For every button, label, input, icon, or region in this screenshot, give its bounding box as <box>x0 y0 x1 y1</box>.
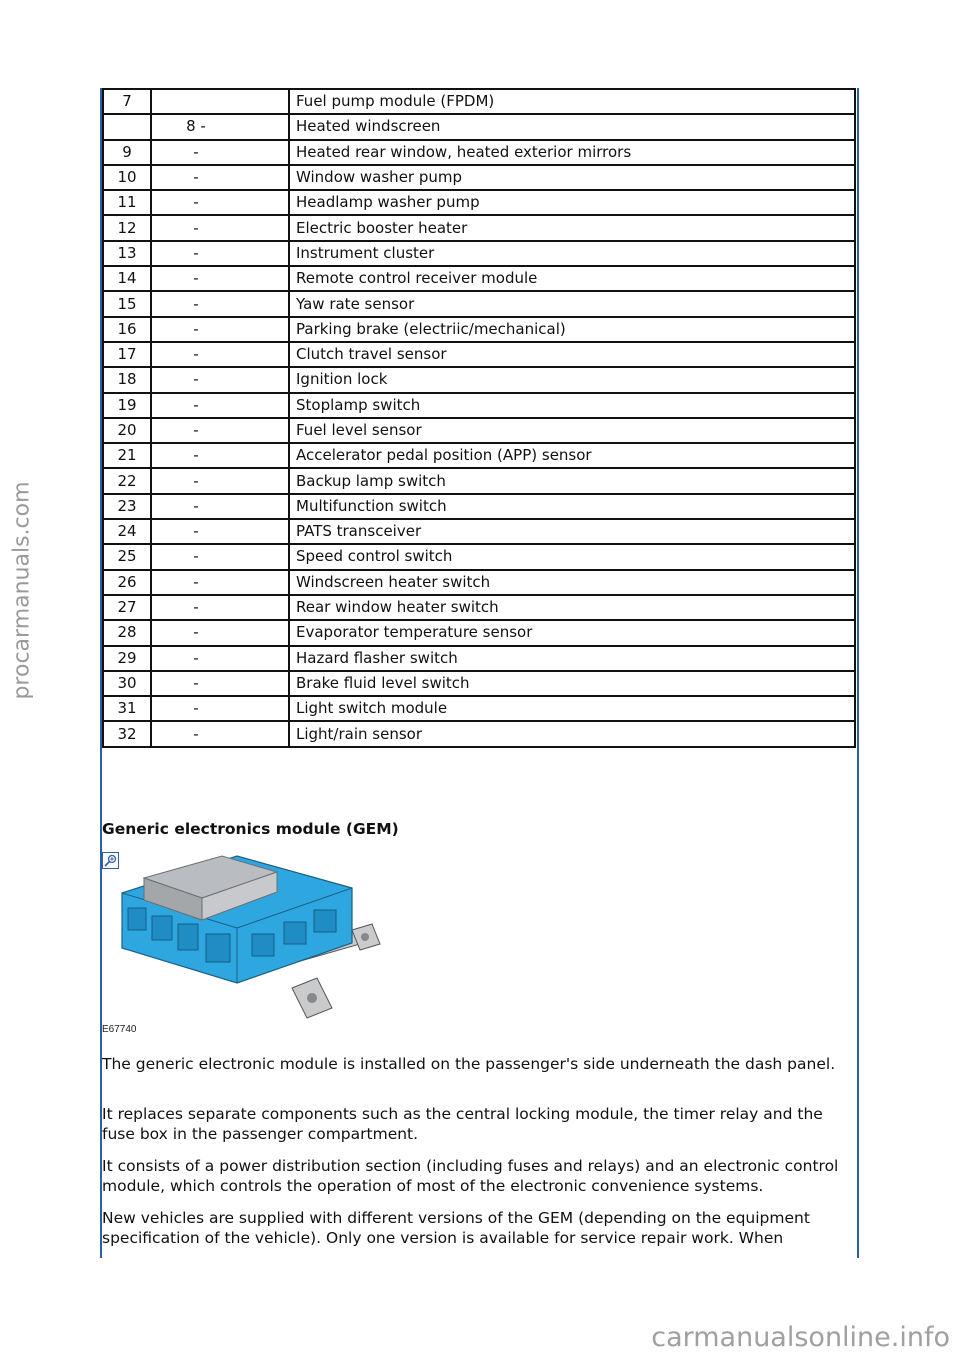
table-row <box>103 671 855 696</box>
row-description: Headlamp washer pump <box>289 190 855 215</box>
row-description: Brake fluid level switch <box>289 671 855 696</box>
table-row <box>103 418 855 443</box>
row-description: Yaw rate sensor <box>289 291 855 316</box>
row-description: Parking brake (electriic/mechanical) <box>289 317 855 342</box>
row-dash: - <box>151 671 289 696</box>
side-watermark: procarmanuals.com <box>9 480 35 700</box>
row-dash: - <box>151 494 289 519</box>
row-description: Speed control switch <box>289 544 855 569</box>
row-number: 24 <box>103 519 151 544</box>
row-number: 30 <box>103 671 151 696</box>
row-number: 26 <box>103 570 151 595</box>
table-row <box>103 215 855 240</box>
row-description: Remote control receiver module <box>289 266 855 291</box>
row-number: 23 <box>103 494 151 519</box>
row-dash: - <box>151 544 289 569</box>
table-row <box>103 393 855 418</box>
table-row <box>103 342 855 367</box>
table-row <box>103 646 855 671</box>
row-number: 11 <box>103 190 151 215</box>
table-row <box>103 367 855 392</box>
row-description: Heated windscreen <box>289 114 855 139</box>
row-description: PATS transceiver <box>289 519 855 544</box>
row-dash: 8 - <box>151 114 289 139</box>
row-description: Instrument cluster <box>289 241 855 266</box>
gem-module-illustration <box>102 848 392 1038</box>
table-row <box>103 696 855 721</box>
row-dash: - <box>151 165 289 190</box>
row-number: 15 <box>103 291 151 316</box>
row-description: Light/rain sensor <box>289 721 855 746</box>
row-dash: - <box>151 266 289 291</box>
row-dash: - <box>151 519 289 544</box>
row-number: 25 <box>103 544 151 569</box>
row-dash: - <box>151 241 289 266</box>
table-row <box>103 595 855 620</box>
row-dash: - <box>151 418 289 443</box>
paragraph-1: The generic electronic module is installed on the passenger's side underneath the dash panel. <box>102 1055 836 1073</box>
row-description: Multifunction switch <box>289 494 855 519</box>
right-margin-rule <box>857 88 859 1258</box>
row-number: 19 <box>103 393 151 418</box>
table-row <box>103 140 855 165</box>
row-description: Fuel level sensor <box>289 418 855 443</box>
row-description: Stoplamp switch <box>289 393 855 418</box>
row-description: Backup lamp switch <box>289 468 855 493</box>
figure-label: E67740 <box>102 1024 137 1035</box>
table-row <box>103 620 855 645</box>
row-number <box>103 114 151 139</box>
table-row <box>103 89 855 114</box>
row-description: Hazard flasher switch <box>289 646 855 671</box>
row-number: 21 <box>103 443 151 468</box>
paragraph-4: New vehicles are supplied with different versions of the GEM (depending on the equipment specification of the vehicle). Only one version is available for service repair work. When <box>102 1209 810 1247</box>
row-number: 13 <box>103 241 151 266</box>
table-row <box>103 190 855 215</box>
row-description: Ignition lock <box>289 367 855 392</box>
row-number: 28 <box>103 620 151 645</box>
row-description: Electric booster heater <box>289 215 855 240</box>
row-description: Rear window heater switch <box>289 595 855 620</box>
row-dash: - <box>151 595 289 620</box>
row-dash: - <box>151 620 289 645</box>
row-dash <box>151 89 289 114</box>
row-number: 32 <box>103 721 151 746</box>
row-number: 16 <box>103 317 151 342</box>
row-number: 22 <box>103 468 151 493</box>
row-number: 31 <box>103 696 151 721</box>
row-description: Light switch module <box>289 696 855 721</box>
row-dash: - <box>151 468 289 493</box>
row-description: Window washer pump <box>289 165 855 190</box>
table-row <box>103 317 855 342</box>
row-description: Windscreen heater switch <box>289 570 855 595</box>
row-dash: - <box>151 393 289 418</box>
row-dash: - <box>151 291 289 316</box>
row-description: Heated rear window, heated exterior mirrors <box>289 140 855 165</box>
table-row <box>103 544 855 569</box>
table-row <box>103 570 855 595</box>
table-row <box>103 114 855 139</box>
row-description: Fuel pump module (FPDM) <box>289 89 855 114</box>
row-description: Evaporator temperature sensor <box>289 620 855 645</box>
row-dash: - <box>151 215 289 240</box>
table-row <box>103 494 855 519</box>
row-dash: - <box>151 696 289 721</box>
table-row <box>103 266 855 291</box>
row-dash: - <box>151 443 289 468</box>
paragraph-3: It consists of a power distribution section (including fuses and relays) and an electronic control module, which controls the operation of most of the electronic convenience systems. <box>102 1157 839 1195</box>
row-number: 10 <box>103 165 151 190</box>
row-number: 18 <box>103 367 151 392</box>
table-row <box>103 291 855 316</box>
row-dash: - <box>151 721 289 746</box>
row-number: 29 <box>103 646 151 671</box>
magnify-icon[interactable] <box>102 852 119 869</box>
table-row <box>103 241 855 266</box>
row-number: 14 <box>103 266 151 291</box>
row-dash: - <box>151 646 289 671</box>
row-description: Accelerator pedal position (APP) sensor <box>289 443 855 468</box>
row-dash: - <box>151 317 289 342</box>
row-number: 20 <box>103 418 151 443</box>
bottom-watermark: carmanualsonline.info <box>651 1322 950 1353</box>
paragraph-2: It replaces separate components such as the central locking module, the timer relay and the fuse box in the passenger compartment. <box>102 1105 823 1143</box>
row-dash: - <box>151 570 289 595</box>
table-row <box>103 165 855 190</box>
row-number: 17 <box>103 342 151 367</box>
row-dash: - <box>151 367 289 392</box>
row-dash: - <box>151 190 289 215</box>
row-dash: - <box>151 140 289 165</box>
component-list-table <box>102 88 856 748</box>
table-row <box>103 443 855 468</box>
row-number: 7 <box>103 89 151 114</box>
table-row <box>103 721 855 746</box>
section-heading: Generic electronics module (GEM) <box>102 820 399 838</box>
row-description: Clutch travel sensor <box>289 342 855 367</box>
table-row <box>103 519 855 544</box>
row-number: 12 <box>103 215 151 240</box>
row-number: 9 <box>103 140 151 165</box>
table-row <box>103 468 855 493</box>
row-number: 27 <box>103 595 151 620</box>
row-dash: - <box>151 342 289 367</box>
